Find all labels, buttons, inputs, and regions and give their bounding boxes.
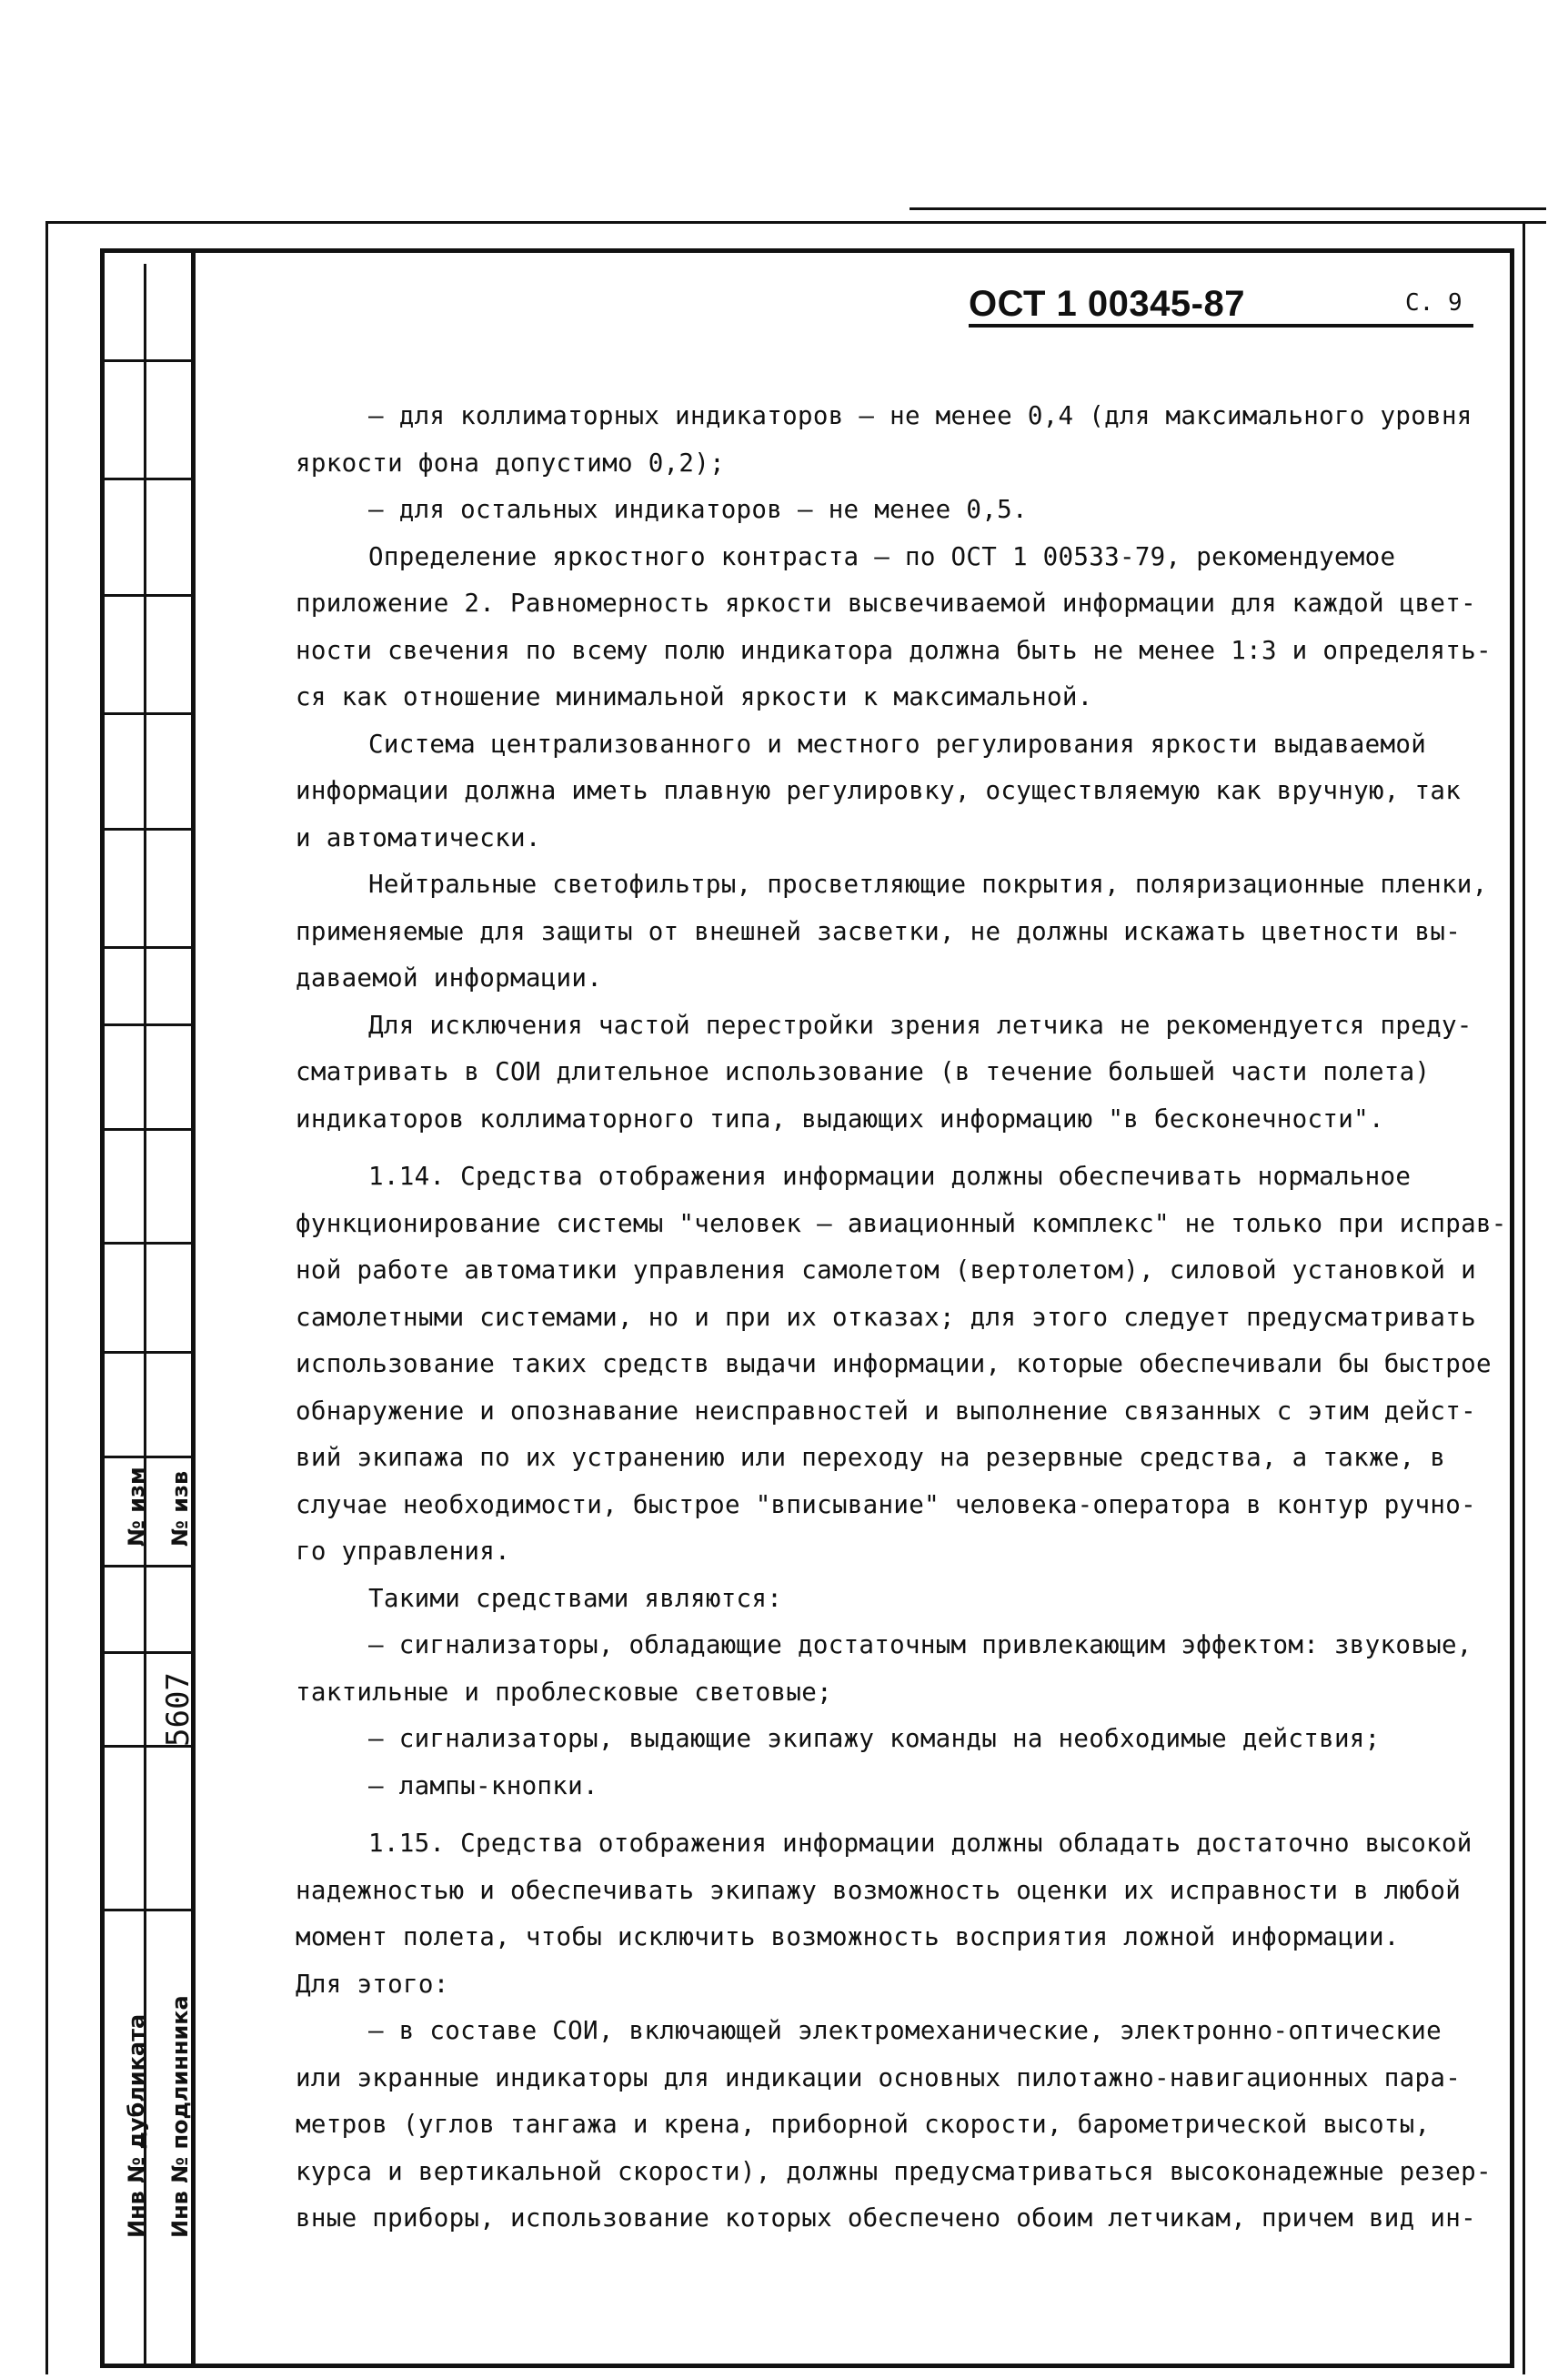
text-line: ности свечения по всему полю индикатора должна быть не менее 1:3 и определять- bbox=[296, 635, 1492, 665]
header-rule bbox=[969, 324, 1473, 328]
body-text bbox=[296, 393, 1507, 2243]
text-line: Для исключения частой перестройки зрения летчика не рекомендуется преду- bbox=[368, 1010, 1473, 1040]
text-line: – лампы-кнопки. bbox=[368, 1770, 598, 1800]
text-line: сматривать в СОИ длительное использование (в течение большей части полета) bbox=[296, 1057, 1431, 1086]
text-line: Для этого: bbox=[296, 1969, 449, 1999]
text-line: курса и вертикальной скорости), должны предусматриваться высоконадежные резер- bbox=[296, 2156, 1492, 2186]
text-line: метров (углов тангажа и крена, приборной скорости, барометрической высоты, bbox=[296, 2110, 1431, 2139]
paragraph-gap bbox=[296, 1143, 1451, 1154]
side-strip-line bbox=[100, 712, 191, 715]
text-line: использование таких средств выдачи информации, которые обеспечивали бы быстрое bbox=[296, 1349, 1492, 1378]
text-line: информации должна иметь плавную регулировку, осуществляемую как вручную, так bbox=[296, 776, 1462, 805]
side-strip-line bbox=[100, 1651, 191, 1654]
side-strip-line bbox=[100, 828, 191, 831]
text-line: Нейтральные светофильтры, просветляющие покрытия, поляризационные пленки, bbox=[368, 870, 1488, 899]
stamp-inv-number: 5607 bbox=[160, 1672, 196, 1747]
text-line: и автоматически. bbox=[296, 822, 541, 852]
text-line: применяемые для защиты от внешней засветки, не должны искажать цветности вы- bbox=[296, 916, 1462, 946]
text-line: – для коллиматорных индикаторов – не менее 0,4 (для максимального уровня bbox=[368, 401, 1473, 430]
text-line: индикаторов коллиматорного типа, выдающих информацию "в бесконечности". bbox=[296, 1104, 1384, 1134]
text-line: функционирование системы "человек – авиационный комплекс" не только при исправ- bbox=[296, 1208, 1507, 1238]
side-strip-line bbox=[100, 1023, 191, 1026]
side-strip-line bbox=[100, 1565, 191, 1568]
text-line: – в составе СОИ, включающей электромеханические, электронно-оптические bbox=[368, 2016, 1442, 2045]
text-line: тактильные и проблесковые световые; bbox=[296, 1677, 832, 1707]
text-line: 1.15. Средства отображения информации должны обладать достаточно высокой bbox=[368, 1829, 1473, 1858]
stamp-inv-dubl-label: Инв № дубликата bbox=[124, 2013, 149, 2238]
side-strip-line bbox=[100, 359, 191, 362]
stamp-inv-podl-label: Инв № подлинника bbox=[167, 1995, 193, 2238]
side-strip-line bbox=[100, 1351, 191, 1354]
text-line: Система централизованного и местного регулирования яркости выдаваемой bbox=[368, 729, 1427, 759]
page-number: С. 9 bbox=[1405, 289, 1462, 317]
stamp-no-izm-label: № изм bbox=[124, 1467, 149, 1547]
paragraph-gap bbox=[296, 1809, 1451, 1820]
text-line: яркости фона допустимо 0,2); bbox=[296, 448, 725, 478]
text-line: Такими средствами являются: bbox=[368, 1583, 783, 1613]
stamp-no-izv-label: № изв bbox=[167, 1470, 193, 1547]
text-line: самолетными системами, но и при их отказах; для этого следует предусматривать bbox=[296, 1302, 1476, 1332]
text-line: – для остальных индикаторов – не менее 0,5. bbox=[368, 495, 1028, 524]
side-strip-line bbox=[100, 946, 191, 949]
outer-frame-top-extension bbox=[910, 207, 1546, 210]
text-line: случае необходимости, быстрое "вписывание" человека-оператора в контур ручно- bbox=[296, 1489, 1476, 1519]
side-strip-line bbox=[100, 594, 191, 597]
text-line: 1.14. Средства отображения информации должны обеспечивать нормальное bbox=[368, 1162, 1412, 1191]
outer-frame-right bbox=[1523, 221, 1548, 2374]
text-line: обнаружение и опознавание неисправностей и выполнение связанных с этим дейст- bbox=[296, 1396, 1476, 1426]
text-line: приложение 2. Равномерность яркости высвечиваемой информации для каждой цвет- bbox=[296, 589, 1476, 618]
text-line: Определение яркостного контраста – по ОСТ 1 00533-79, рекомендуемое bbox=[368, 541, 1396, 571]
side-strip-line bbox=[100, 1909, 191, 1911]
text-line: го управления. bbox=[296, 1537, 510, 1566]
side-strip-line bbox=[100, 1456, 191, 1458]
side-strip-line bbox=[100, 478, 191, 480]
text-line: вные приборы, использование которых обеспечено обоим летчикам, причем вид ин- bbox=[296, 2203, 1476, 2233]
text-line: надежностью и обеспечивать экипажу возможность оценки их исправности в любой bbox=[296, 1875, 1462, 1905]
side-strip-line bbox=[100, 1242, 191, 1245]
text-line: или экранные индикаторы для индикации основных пилотажно-навигационных пара- bbox=[296, 2062, 1462, 2092]
text-line: – сигнализаторы, обладающие достаточным привлекающим эффектом: звуковые, bbox=[368, 1630, 1473, 1659]
text-line: вий экипажа по их устранению или переходу на резервные средства, а также, в bbox=[296, 1443, 1446, 1472]
text-line: ной работе автоматики управления самолетом (вертолетом), силовой установкой и bbox=[296, 1255, 1476, 1285]
text-line: – сигнализаторы, выдающие экипажу команды на необходимые действия; bbox=[368, 1724, 1381, 1753]
text-line: даваемой информации. bbox=[296, 963, 603, 993]
side-strip-line bbox=[100, 1128, 191, 1131]
document-number: ОСТ 1 00345-87 bbox=[969, 284, 1245, 324]
text-line: момент полета, чтобы исключить возможность восприятия ложной информации. bbox=[296, 1922, 1400, 1951]
text-line: ся как отношение минимальной яркости к максимальной. bbox=[296, 682, 1093, 711]
